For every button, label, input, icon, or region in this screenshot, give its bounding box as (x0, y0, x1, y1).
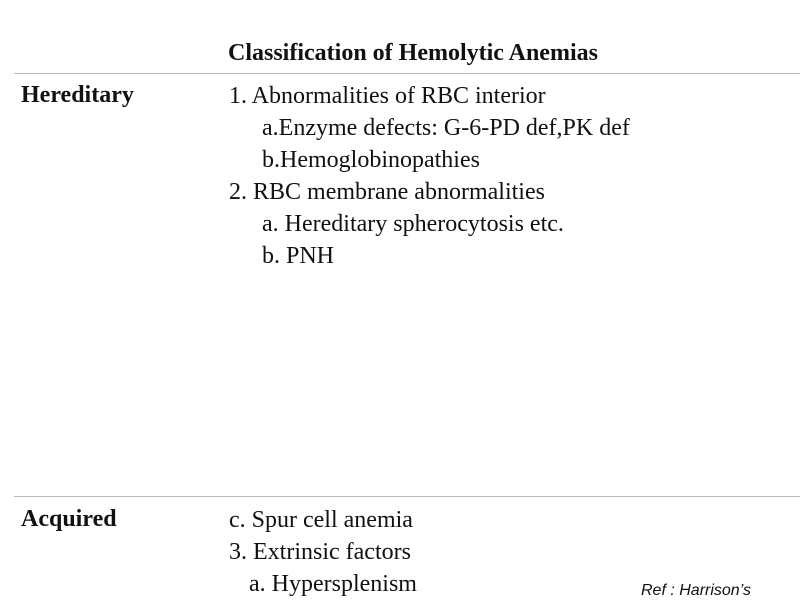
section-label-acquired: Acquired (21, 506, 117, 532)
section-label-hereditary: Hereditary (21, 82, 134, 108)
middle-divider (14, 496, 800, 497)
list-item: 2. RBC membrane abnormalities (229, 179, 545, 205)
list-item: c. Spur cell anemia (229, 507, 413, 533)
list-item: a. Hypersplenism (249, 571, 417, 597)
list-item: b. PNH (262, 243, 335, 269)
list-item: 3. Extrinsic factors (229, 539, 411, 565)
list-item: b.Hemoglobinopathies (262, 147, 480, 173)
list-item: a. Hereditary spherocytosis etc. (262, 211, 564, 237)
reference-note: Ref : Harrison’s (641, 582, 751, 599)
top-divider (14, 73, 800, 74)
list-item: a.Enzyme defects: G-6-PD def,PK def (262, 115, 630, 141)
slide-title: Classification of Hemolytic Anemias (228, 40, 598, 66)
hereditary-items (229, 80, 630, 272)
list-item: 1. Abnormalities of RBC interior (229, 83, 546, 109)
acquired-items (229, 504, 417, 600)
